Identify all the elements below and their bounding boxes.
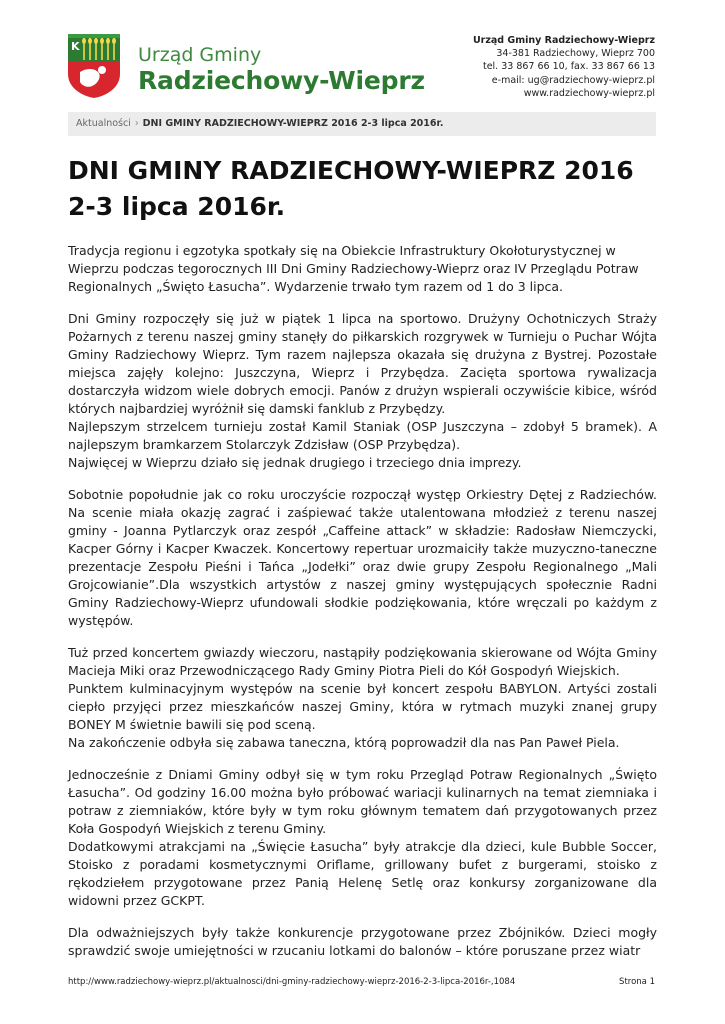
article-paragraph xyxy=(68,766,657,910)
contact-email[interactable]: e-mail: ug@radziechowy-wieprz.pl xyxy=(491,74,655,86)
article-paragraph xyxy=(68,242,657,296)
paragraph-line: Punktem kulminacyjnym występów na scenie był koncert zespołu BABYLON. Artyści zostali ciepło przyjęci przez mieszkańców naszej Gminy, która w rytmach muzyki znanej grupy BONEY M świetnie bawili się pod sceną. xyxy=(68,681,657,732)
article-body xyxy=(68,242,657,974)
paragraph-line: Najlepszym strzelcem turnieju został Kamil Staniak (OSP Juszczyna – zdobył 5 bramek). A najlepszym bramkarzem Stolarczyk Zdzisław (OSP Przybędza). xyxy=(68,419,657,452)
paragraph-line: Najwięcej w Wieprzu działo się jednak drugiego i trzeciego dnia imprezy. xyxy=(68,455,522,470)
article-paragraph xyxy=(68,924,657,960)
paragraph-line: Dla odważniejszych były także konkurencje przygotowane przez Zbójników. Dzieci mogły sprawdzić swoje umiejętności w rzucaniu lotkami do balonów – które poruszane przez wiatr xyxy=(68,925,657,958)
logo-line-2: Radziechowy-Wieprz xyxy=(138,66,425,95)
svg-text:K: K xyxy=(71,40,80,53)
page-number: Strona 1 xyxy=(619,977,655,987)
breadcrumb-link-news[interactable]: Aktualności xyxy=(76,118,131,129)
contact-address: 34-381 Radziechowy, Wieprz 700 xyxy=(496,48,655,60)
breadcrumb-separator: › xyxy=(134,118,139,129)
paragraph-line: Jednocześnie z Dniami Gminy odbył się w tym roku Przegląd Potraw Regionalnych „Święto Łasucha”. Od godziny 16.00 można było próbować wariacji kulinarnych na temat ziemniaka i potraw z ziemniaków, które były w tym roku głównym tematem dań przygotowanych przez Koła Gospodyń Wiejskich z terenu Gminy. xyxy=(68,767,657,836)
breadcrumb-current: DNI GMINY RADZIECHOWY-WIEPRZ 2016 2-3 lipca 2016r. xyxy=(142,118,444,129)
coat-of-arms-logo[interactable] xyxy=(68,34,120,98)
footer-url[interactable]: http://www.radziechowy-wieprz.pl/aktualnosci/dni-gminy-radziechowy-wieprz-2016-2-3-lipca-2016r-,1084 xyxy=(68,977,516,987)
paragraph-line: Tuż przed koncertem gwiazdy wieczoru, nastąpiły podziękowania skierowane od Wójta Gminy Macieja Miki oraz Przewodniczącego Rady Gminy Piotra Pieli do Kół Gospodyń Wiejskich. xyxy=(68,645,657,678)
contact-phone: tel. 33 867 66 10, fax. 33 867 66 13 xyxy=(482,61,655,73)
contact-info xyxy=(473,34,655,100)
paragraph-line: Dni Gminy rozpoczęły się już w piątek 1 lipca na sportowo. Drużyny Ochotniczych Straży Pożarnych z terenu naszej gminy stanęły do piłkarskich rozgrywek w Turnieju o Puchar Wójta Gminy Radziechowy Wieprz. Tym razem najlepsza okazała się drużyna z Bystrej. Pozostałe miejsca zajęły kolejno: Juszczyna, Wieprz i Przybędza. Zacięta sportowa rywalizacja dostarczyła widzom wiele dobrych emocji. Panów z drużyn wspierali oczywiście kibice, wśród których najbardziej wyróżnił się damski fanklub z Przybędzy. xyxy=(68,311,657,416)
coat-of-arms-icon xyxy=(68,34,120,98)
article-paragraph xyxy=(68,644,657,752)
paragraph-line: Tradycja regionu i egzotyka spotkały się na Obiekcie Infrastruktury Okołoturystycznej w Wieprzu podczas tegorocznych III Dni Gminy Radziechowy-Wieprz oraz IV Przeglądu Potraw Regionalnych „Święto Łasucha”. Wydarzenie trwało tym razem od 1 do 3 lipca. xyxy=(68,243,639,294)
paragraph-line: Na zakończenie odbyła się zabawa taneczna, którą poprowadził dla nas Pan Paweł Piela. xyxy=(68,735,620,750)
article-paragraph xyxy=(68,310,657,472)
article-paragraph xyxy=(68,486,657,630)
breadcrumb xyxy=(68,112,656,136)
paragraph-line: Sobotnie popołudnie jak co roku uroczyście rozpoczął występ Orkiestry Dętej z Radziechów. Na scenie miała okazję zagrać i zaśpiewać także utalentowana młodzież z terenu naszej gminy - Joanna Pytlarczyk oraz zespół „Caffeine attack” w składzie: Radosław Niemczycki, Kacper Górny i Kacper Kwaczek. Koncertowy repertuar urozmaiciły także muzyczno-taneczne prezentacje Zespołu Pieśni i Tańca „Jodełki” oraz dwie grupy Zespołu Regionalnego „Mali Grojcowianie”.Dla wszystkich artystów z naszej gminy występujących społecznie Radni Gminy Radziechowy-Wieprz ufundowali słodkie podziękowania, które wręczali po każdym z występów. xyxy=(68,487,657,628)
logo-line-1: Urząd Gminy xyxy=(138,44,262,66)
article-title: DNI GMINY RADZIECHOWY-WIEPRZ 2016 2-3 lipca 2016r. xyxy=(68,156,634,221)
contact-organization: Urząd Gminy Radziechowy-Wieprz xyxy=(472,35,655,46)
site-logo-text[interactable] xyxy=(138,44,425,96)
paragraph-line: Dodatkowymi atrakcjami na „Święcie Łasucha” były atrakcje dla dzieci, kule Bubble Soccer, Stoisko z poradami kosmetycznymi Oriflame, grillowany bufet z burgerami, stoisko z rękodziełem przygotowane przez Panią Helenę Setlę oraz konkursy zorganizowane dla widowni przez GCKPT. xyxy=(68,839,657,908)
contact-website[interactable]: www.radziechowy-wieprz.pl xyxy=(523,87,655,99)
